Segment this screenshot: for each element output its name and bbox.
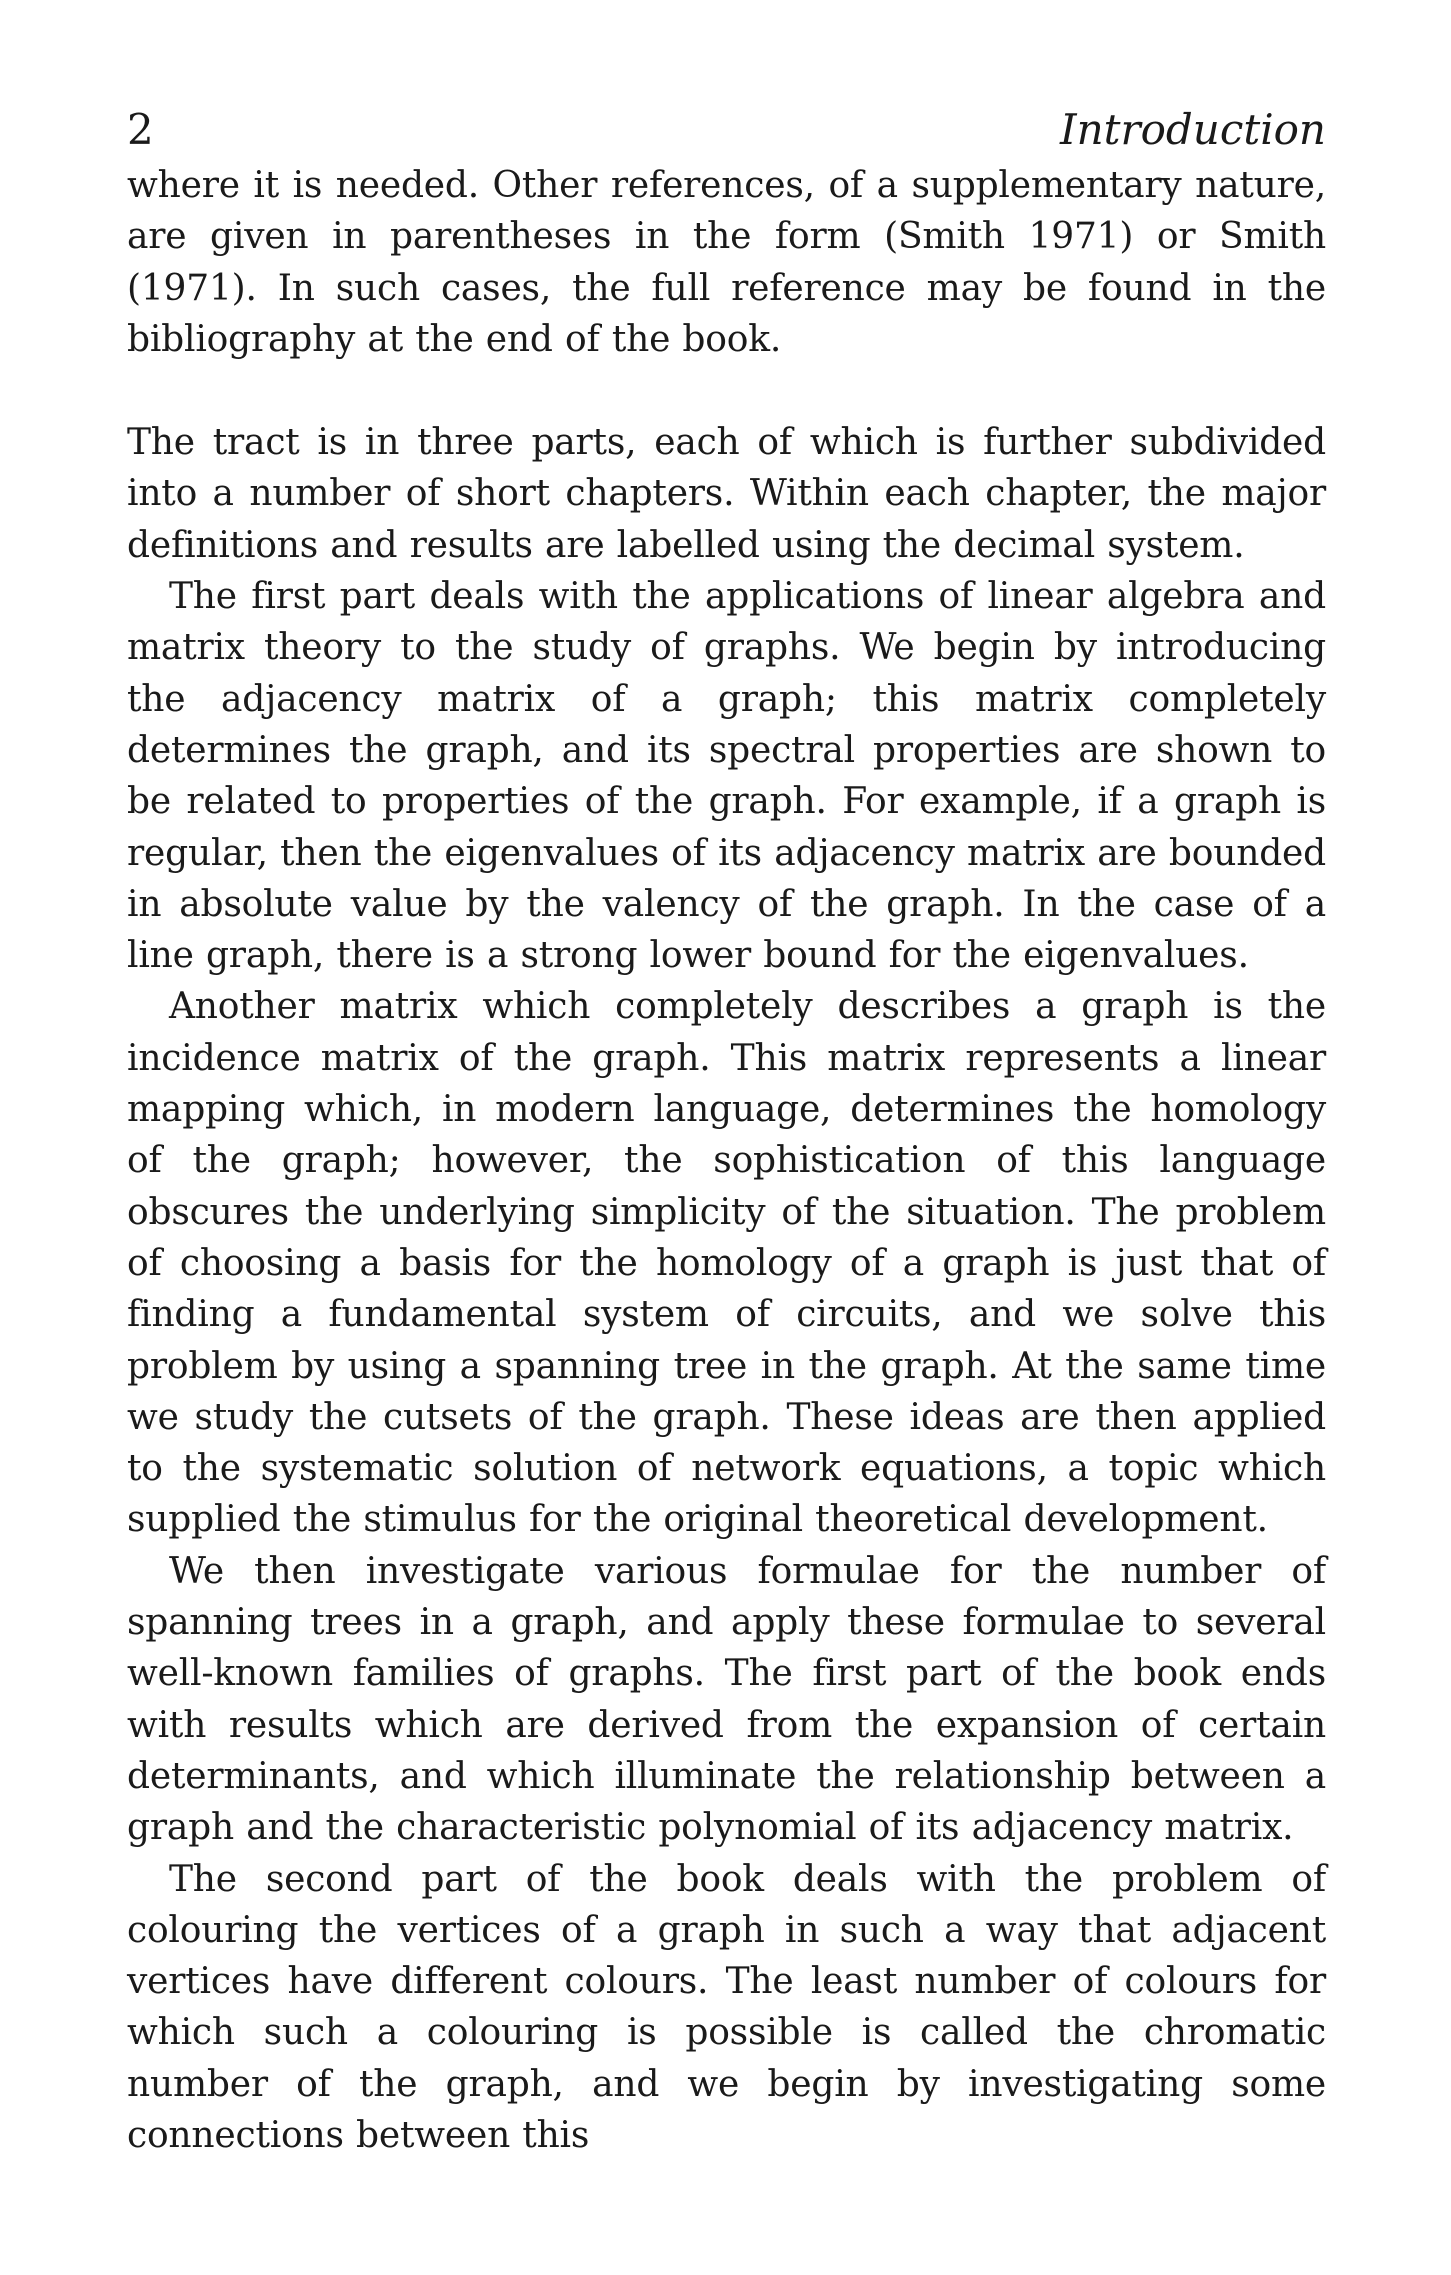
book-page	[127, 100, 1326, 2161]
paragraph-incidence-matrix: Another matrix which completely describes a graph is the incidence matrix of the graph. This matrix represents a linear mapping which, in modern language, determines the homology of the graph; however, the sophistication of this language obscures the underlying simplicity of the situation. The problem of choosing a basis for the homology of a graph is just that of finding a fundamental system of circuits, and we solve this problem by using a spanning tree in the graph. At the same time we study the cutsets of the graph. These ideas are then applied to the systematic solution of network equations, a topic which supplied the stimulus for the original theoretical development.	[127, 986, 1326, 1541]
paragraph-first-part: The first part deals with the applications of linear algebra and matrix theory to the study of graphs. We begin by introducing the adjacency matrix of a graph; this matrix completely determines the graph, and its spectral properties are shown to be related to properties of the graph. For example, if a graph is regular, then the eigenvalues of its adjacency matrix are bounded in absolute value by the valency of the graph. In the case of a line graph, there is a strong lower bound for the eigenvalues.	[127, 576, 1326, 977]
running-head	[127, 100, 1326, 160]
page-number: 2	[127, 105, 154, 154]
paragraph-spanning-trees: We then investigate various formulae for the number of spanning trees in a graph, and apply these formulae to several well-known families of graphs. The first part of the book ends with results which are derived from the expansion of certain determinants, and which illuminate the relationship between a graph and the characteristic polynomial of its adjacency matrix.	[127, 1550, 1326, 1849]
paragraph-references: where it is needed. Other references, of a supplementary nature, are given in parentheses in the form (Smith 1971) or Smith (1971). In such cases, the full reference may be found in the bibliography at the end of the book.	[127, 165, 1326, 360]
running-title: Introduction	[1060, 105, 1326, 154]
paragraph-second-part: The second part of the book deals with the problem of colouring the vertices of a graph in such a way that adjacent vertices have different colours. The least number of colours for which such a colouring is possible is called the chromatic number of the graph, and we begin by investigating some connections between this	[127, 1858, 1326, 2156]
paragraph-tract-structure: The tract is in three parts, each of which is further subdivided into a number of short chapters. Within each chapter, the major definitions and results are labelled using the decimal system.	[127, 422, 1326, 566]
section-gap	[127, 365, 1326, 417]
